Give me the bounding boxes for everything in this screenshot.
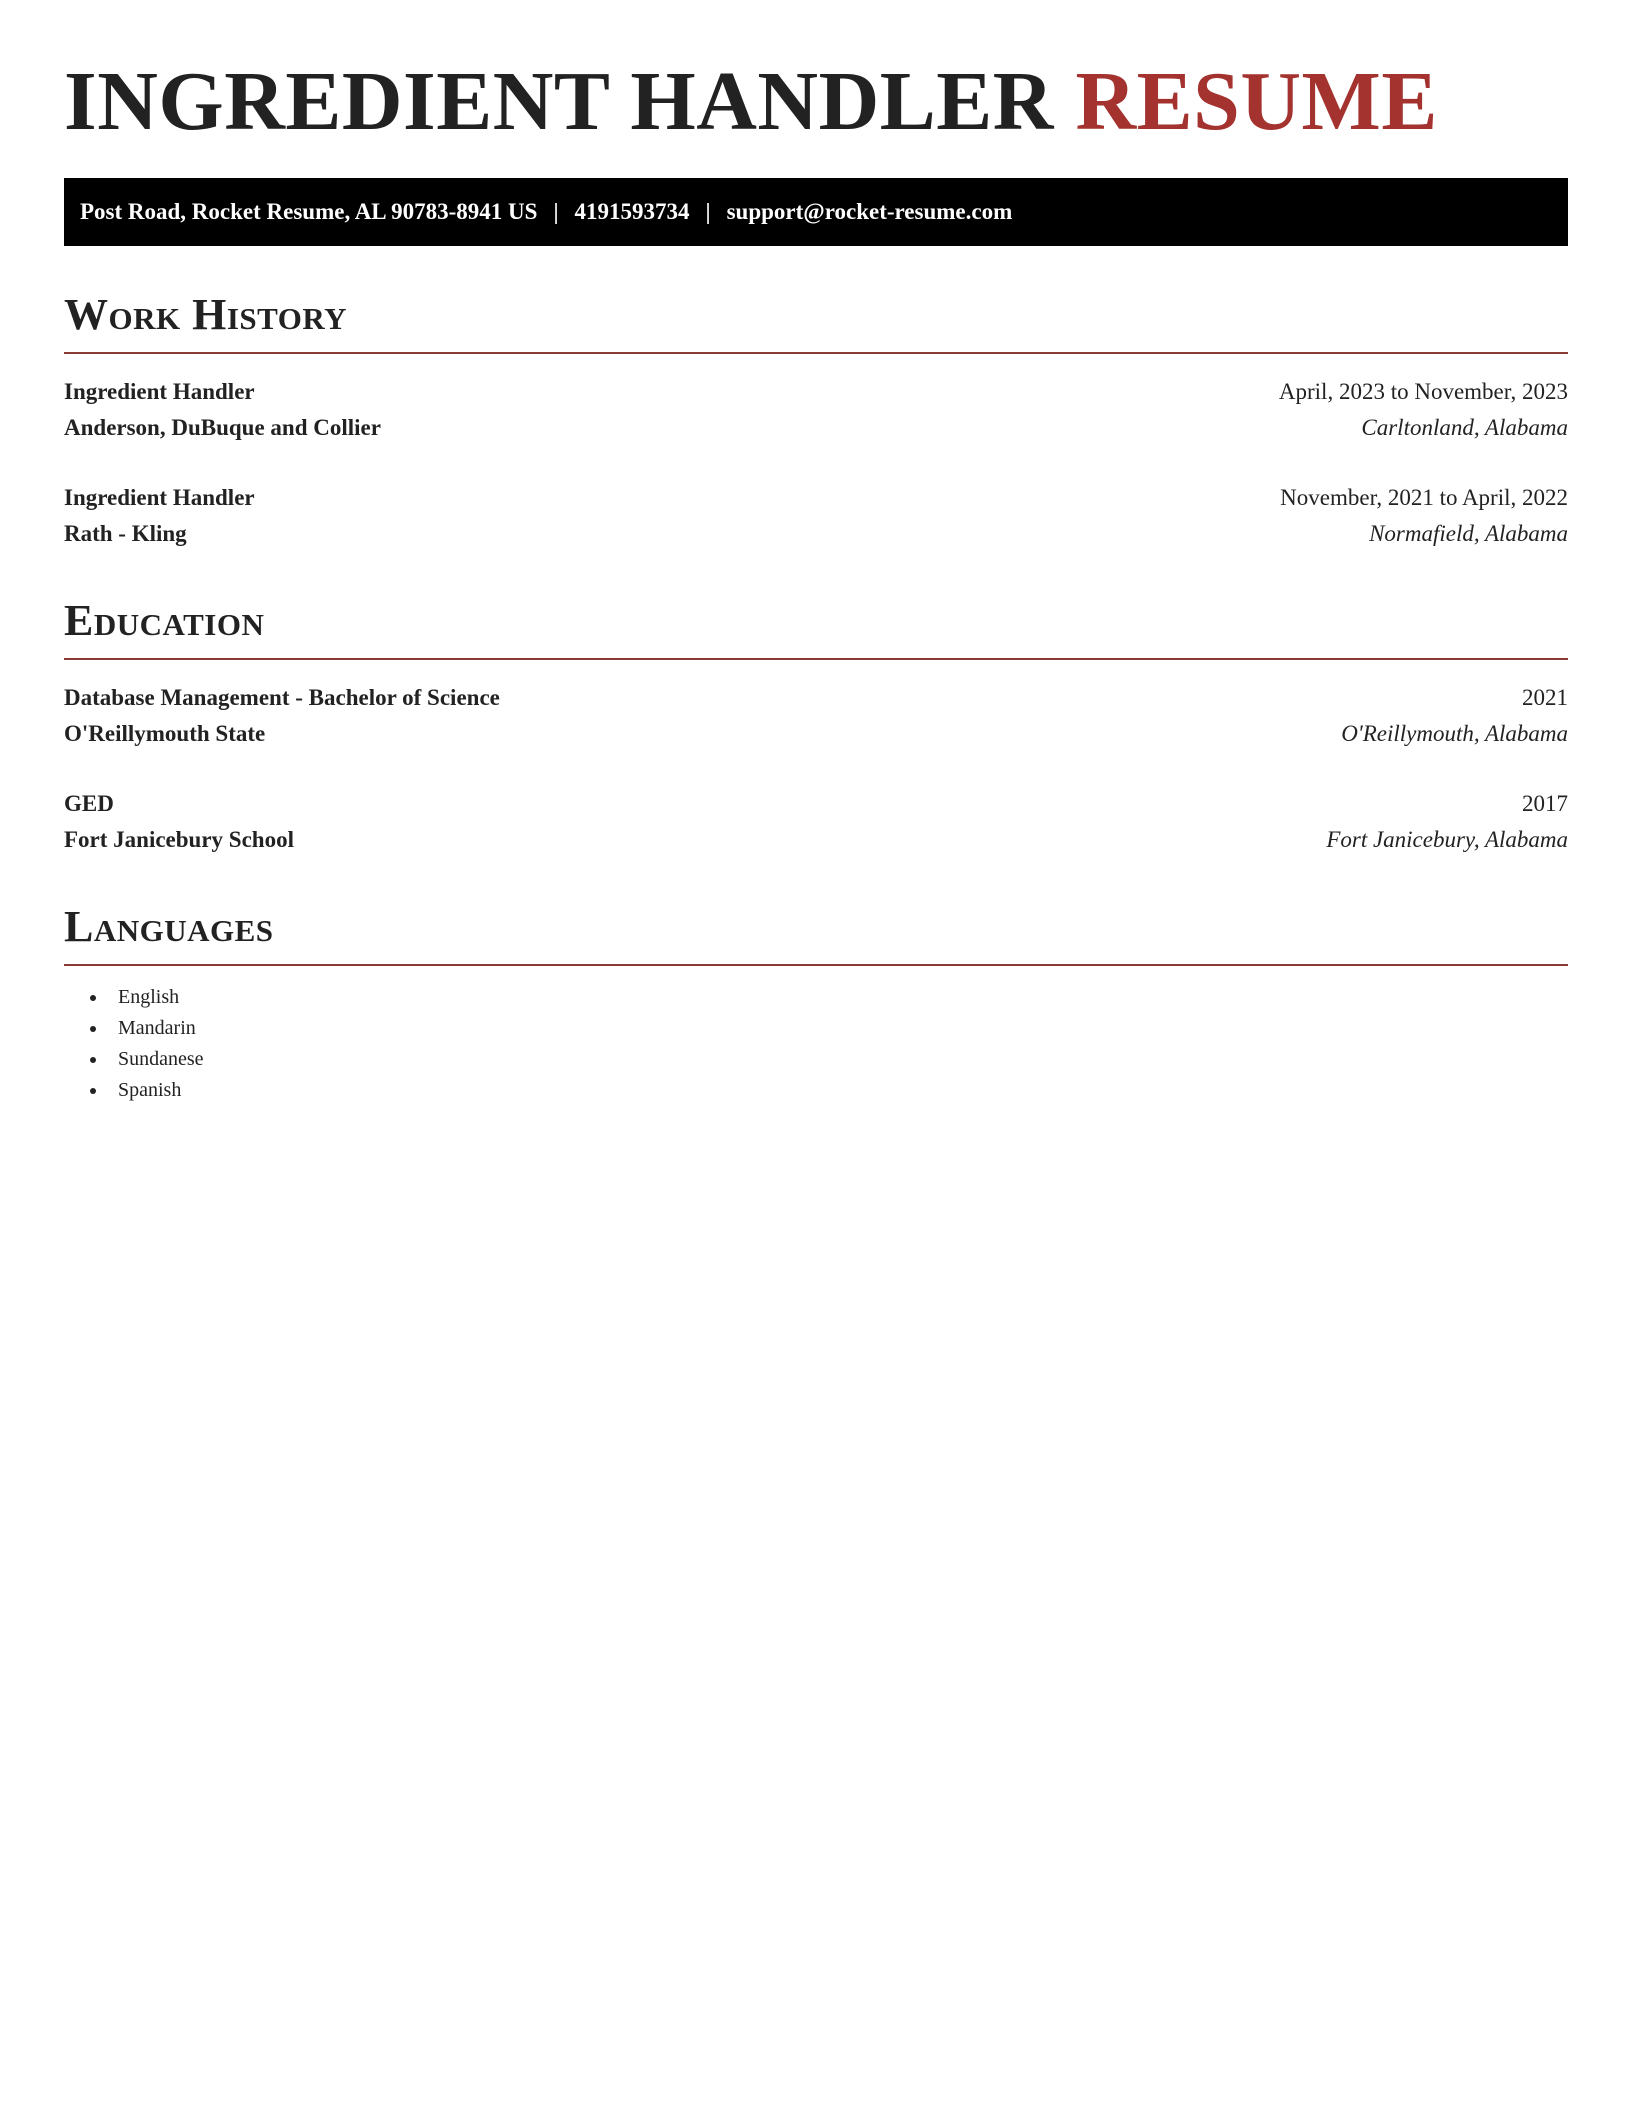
- language-item: • Sundanese: [108, 1044, 1568, 1075]
- job-location: Normafield, Alabama: [1369, 521, 1568, 546]
- degree-name: GED: [64, 791, 114, 816]
- school-location: Fort Janicebury, Alabama: [1326, 827, 1568, 852]
- work-history-section: [64, 290, 1568, 552]
- language-item: • Mandarin: [108, 1013, 1568, 1044]
- education-entry-row-top: [64, 680, 1568, 716]
- job-title: Ingredient Handler: [64, 485, 255, 510]
- title-main: INGREDIENT HANDLER: [64, 55, 1054, 148]
- school-name: Fort Janicebury School: [64, 827, 294, 852]
- education-section: [64, 596, 1568, 858]
- language-item: • Spanish: [108, 1075, 1568, 1106]
- job-dates: April, 2023 to November, 2023: [1278, 379, 1568, 404]
- work-entry-row-bottom: [64, 516, 1568, 552]
- contact-phone: 4191593734: [574, 199, 690, 224]
- contact-separator: |: [553, 199, 559, 224]
- contact-address: Post Road, Rocket Resume, AL 90783-8941 US: [80, 199, 538, 224]
- education-entry-row-top: [64, 786, 1568, 822]
- languages-heading: Languages: [64, 902, 1568, 966]
- contact-email: support@rocket-resume.com: [726, 199, 1013, 224]
- work-entry-row-top: [64, 480, 1568, 516]
- contact-bar: [64, 178, 1568, 246]
- job-dates: November, 2021 to April, 2022: [1280, 485, 1568, 510]
- company-name: Anderson, DuBuque and Collier: [64, 415, 381, 440]
- education-heading: Education: [64, 596, 1568, 660]
- work-entry: [64, 374, 1568, 446]
- graduation-year: 2021: [1522, 685, 1568, 710]
- work-entry: [64, 480, 1568, 552]
- job-title: Ingredient Handler: [64, 379, 255, 404]
- languages-list: [64, 982, 1568, 1106]
- school-location: O'Reillymouth, Alabama: [1341, 721, 1568, 746]
- language-item: • English: [108, 982, 1568, 1013]
- education-entry-row-bottom: [64, 716, 1568, 752]
- school-name: O'Reillymouth State: [64, 721, 266, 746]
- contact-separator: |: [705, 199, 711, 224]
- education-entry: [64, 680, 1568, 752]
- work-entry-row-top: [64, 374, 1568, 410]
- work-entry-row-bottom: [64, 410, 1568, 446]
- work-history-heading: Work History: [64, 290, 1568, 354]
- resume-title: [64, 52, 1568, 152]
- title-accent: RESUME: [1075, 55, 1438, 148]
- company-name: Rath - Kling: [64, 521, 187, 546]
- education-entry: [64, 786, 1568, 858]
- graduation-year: 2017: [1522, 791, 1568, 816]
- job-location: Carltonland, Alabama: [1361, 415, 1568, 440]
- education-entry-row-bottom: [64, 822, 1568, 858]
- languages-section: [64, 902, 1568, 1106]
- degree-name: Database Management - Bachelor of Science: [64, 685, 500, 710]
